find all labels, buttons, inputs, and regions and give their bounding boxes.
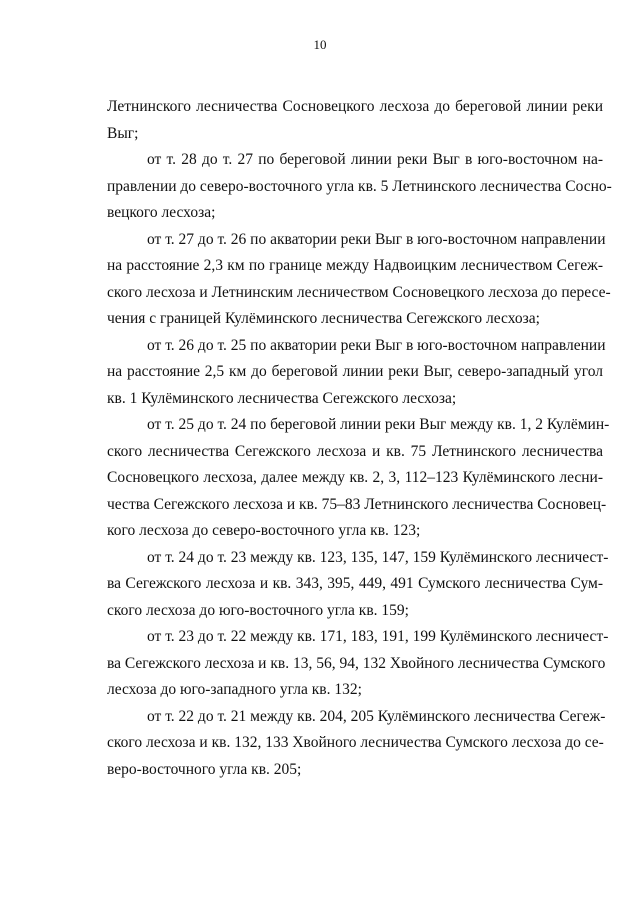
text-line: кв. 1 Кулёминского лесничества Сегежского лесхоза; [107,389,457,407]
document-body [107,94,612,783]
text-line: на расстояние 2,5 км до береговой линии реки Выг, северо-западный угол [107,363,603,380]
text-line: ского лесничества Сегежского лесхоза и кв. 75 Летнинского лесничества [107,442,603,460]
text-line: от т. 27 до т. 26 по акватории реки Выг в юго-восточном направлении [147,230,606,248]
text-line: от т. 23 до т. 22 между кв. 171, 183, 191, 199 Кулёминского лесничест- [147,628,609,645]
text-line: чения с границей Кулёминского лесничества Сегежского лесхоза; [107,310,540,327]
text-line: Летнинского лесничества Сосновецкого лесхоза до береговой линии реки [107,98,603,115]
text-line: от т. 24 до т. 23 между кв. 123, 135, 147, 159 Кулёминского лесничест- [147,548,609,566]
text-line: ского лесхоза и Летнинским лесничеством Сосновецкого лесхоза до пересе- [107,283,611,301]
text-line: Сосновецкого лесхоза, далее между кв. 2, 3, 112–123 Кулёминского лесни- [107,469,603,486]
text-line: ва Сегежского лесхоза и кв. 343, 395, 449, 491 Сумского лесничества Сум- [107,575,603,592]
text-line: от т. 25 до т. 24 по береговой линии реки Выг между кв. 1, 2 Кулёмин- [147,416,610,433]
text-line: лесхоза до юго-западного угла кв. 132; [107,681,362,698]
text-line: ского лесхоза до юго-восточного угла кв. 159; [107,601,409,619]
text-line: чества Сегежского лесхоза и кв. 75–83 Летнинского лесничества Сосновец- [107,495,607,513]
text-line: Выг; [107,124,139,142]
text-line: ва Сегежского лесхоза и кв. 13, 56, 94, 132 Хвойного лесничества Сумского [107,654,606,672]
text-line: ского лесхоза и кв. 132, 133 Хвойного лесничества Сумского лесхоза до се- [107,734,604,751]
text-line: правлении до северо-восточного угла кв. 5 Летнинского лесничества Сосно- [107,177,612,195]
text-line: от т. 28 до т. 27 по береговой линии реки Выг в юго-восточном на- [147,151,603,168]
text-line: веро-восточного угла кв. 205; [107,760,302,778]
text-line: кого лесхоза до северо-восточного угла кв. 123; [107,522,421,539]
text-line: вецкого лесхоза; [107,204,216,221]
page-number: 10 [313,37,327,52]
text-line: на расстояние 2,3 км по границе между Надвоицким лесничеством Сегеж- [107,257,603,274]
text-line: от т. 22 до т. 21 между кв. 204, 205 Кулёминского лесничества Сегеж- [147,707,606,725]
text-line: от т. 26 до т. 25 по акватории реки Выг в юго-восточном направлении [147,336,606,354]
